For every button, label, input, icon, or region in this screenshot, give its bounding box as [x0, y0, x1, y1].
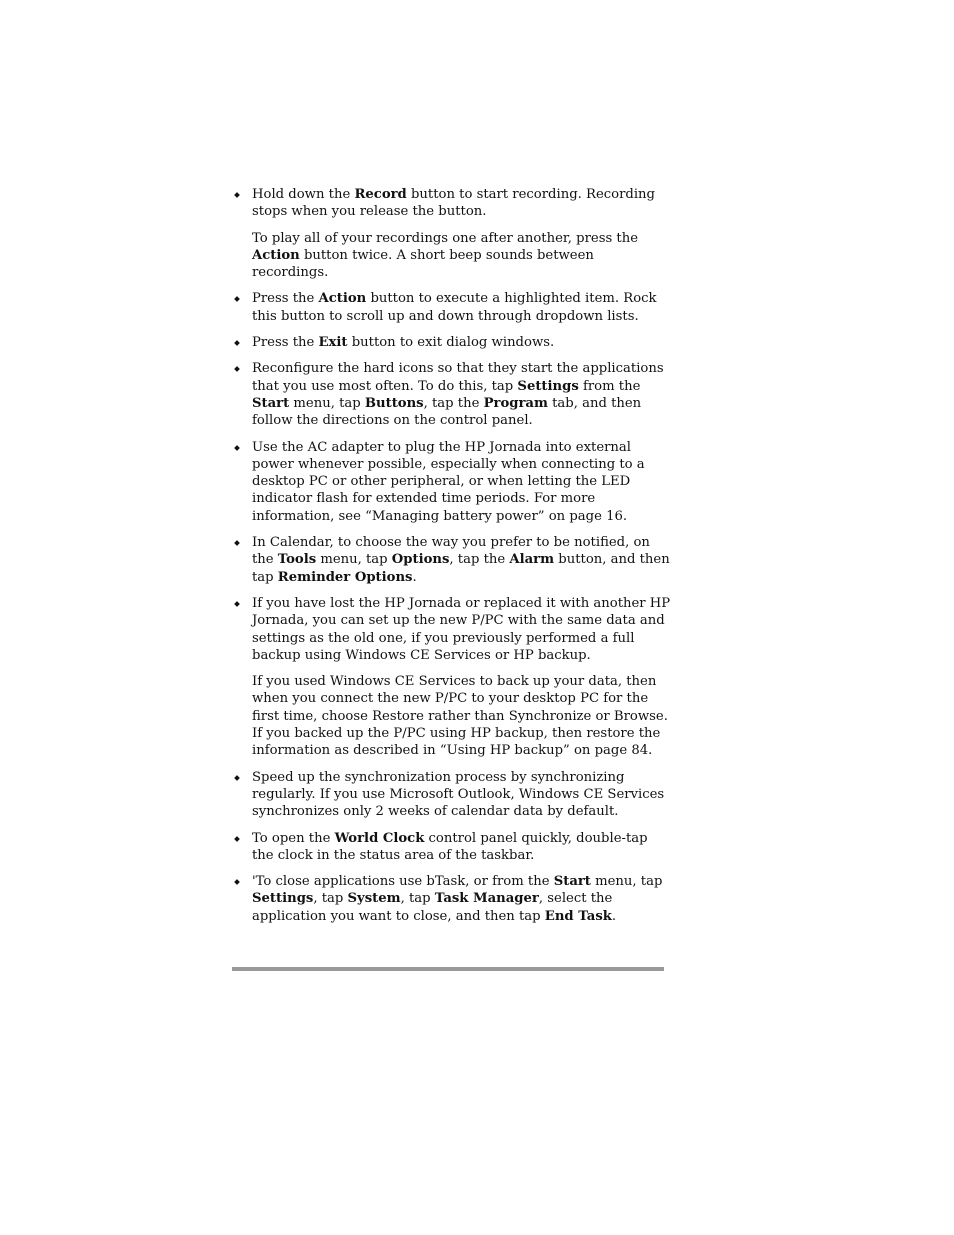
text-run: button, and then tap [252, 552, 670, 585]
bold-term: Start [553, 874, 591, 890]
bold-term: Task Manager [434, 891, 539, 907]
text-run: Reconfigure the hard icons so that they start the applications that you use most often. To do this, tap [252, 361, 664, 394]
bold-term: Reminder Options [277, 569, 413, 585]
bold-term: World Clock [334, 830, 425, 846]
text-run: button to exit dialog windows. [347, 335, 555, 351]
text-run: To play all of your recordings one after another, press the [252, 230, 639, 246]
bullet-continuation [252, 230, 672, 282]
bullet-item [252, 769, 672, 821]
text-run: If you used Windows CE Services to back up your data, then when you connect the new P/PC to your desktop PC for the first time, choose Restore rather than Synchronize or Browse. If you backed up the P/PC using HP backup, then restore the information as described in “Using HP backup” on page 84. [252, 674, 668, 759]
text-run: , tap [400, 891, 435, 907]
text-run: from the [578, 378, 641, 394]
bullet-item [252, 439, 672, 525]
text-run: . [412, 569, 417, 585]
bullet-item [252, 186, 672, 221]
bold-term: Alarm [509, 552, 555, 568]
text-run: menu, tap [590, 874, 663, 890]
text-run: Hold down the [252, 187, 355, 202]
text-run: , tap the [423, 395, 484, 411]
bullet-item [252, 534, 672, 586]
bold-term: Record [354, 187, 407, 202]
text-run: , select the application you want to close, and then tap [252, 891, 613, 924]
text-run: 'To close applications use bTask, or from the [252, 874, 554, 890]
tips-list [252, 186, 672, 934]
bullet-item [252, 595, 672, 664]
bold-term: Action [252, 247, 300, 263]
text-run: , tap [313, 891, 348, 907]
text-run: Use the AC adapter to plug the HP Jornada into external power whenever possible, especially when connecting to a desktop PC or other peripheral, or when letting the LED indicator flash for extended time periods. For more information, see “Managing battery power” on page 16. [252, 439, 645, 524]
text-run: button twice. A short beep sounds between recordings. [252, 247, 594, 281]
bullet-item [252, 334, 672, 351]
text-run: tab, and then follow the directions on the control panel. [252, 395, 642, 429]
bold-term: End Task [544, 908, 612, 924]
bold-term: Settings [517, 378, 579, 394]
bold-term: Action [318, 291, 367, 307]
text-run: If you have lost the HP Jornada or replaced it with another HP Jornada, you can set up the new P/PC with the same data and settings as the old one, if you previously performed a full backup using Windows CE Services or HP backup. [252, 595, 671, 663]
bullet-item [252, 290, 672, 325]
bold-term: Start [252, 395, 290, 411]
text-run: , tap the [449, 552, 510, 568]
text-run: In Calendar, to choose the way you prefer to be notified, on the [252, 535, 650, 568]
text-run: Press the [252, 335, 319, 351]
text-run: button to start recording. Recording stops when you release the button. [252, 187, 655, 220]
text-run: Press the [252, 291, 319, 307]
bold-term: Settings [252, 891, 314, 907]
bullet-item [252, 830, 672, 865]
text-run: To open the [252, 830, 335, 846]
bold-term: Options [391, 552, 450, 568]
bullet-item [252, 360, 672, 429]
text-run: button to execute a highlighted item. Rock this button to scroll up and down through dropdown lists. [252, 291, 657, 324]
bold-term: Buttons [364, 395, 424, 411]
footer-rule [232, 967, 664, 971]
text-run: menu, tap [316, 552, 392, 568]
text-run: . [611, 908, 617, 924]
bold-term: System [347, 891, 401, 907]
bold-term: Exit [318, 335, 348, 351]
bold-term: Tools [277, 552, 317, 568]
text-run: Speed up the synchronization process by synchronizing regularly. If you use Microsoft Outlook, Windows CE Services synchronizes only 2 weeks of calendar data by default. [252, 769, 665, 820]
text-run: menu, tap [289, 395, 365, 411]
bold-term: Program [483, 395, 548, 411]
bullet-continuation [252, 673, 672, 759]
text-run: control panel quickly, double-tap the clock in the status area of the taskbar. [252, 830, 648, 863]
bullet-item [252, 873, 672, 925]
